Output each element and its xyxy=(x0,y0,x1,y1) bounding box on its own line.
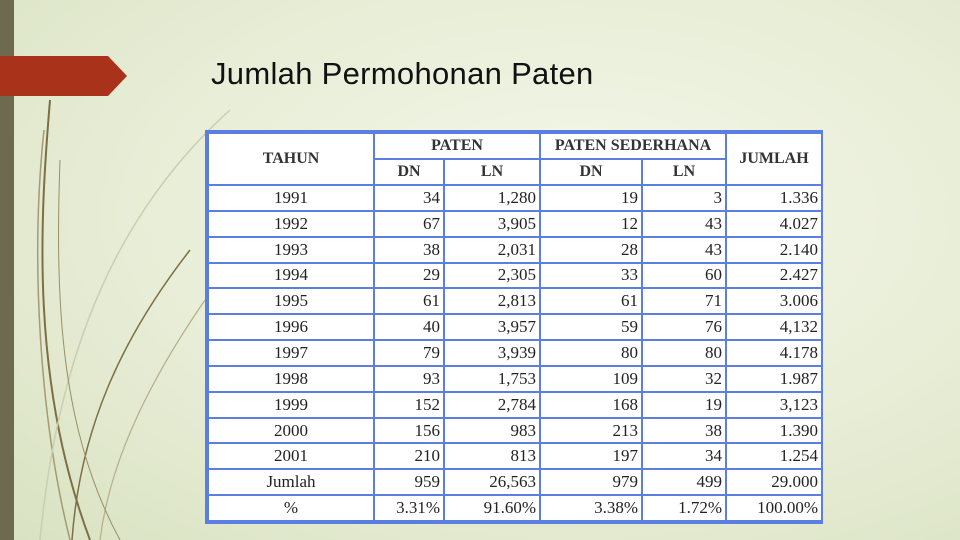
table-cell: 2.427 xyxy=(726,263,822,289)
patent-table-container xyxy=(205,130,823,524)
table-row xyxy=(208,366,822,392)
row-label-cell: 1995 xyxy=(208,288,374,314)
patent-table xyxy=(207,132,823,522)
table-cell: 3.006 xyxy=(726,288,822,314)
table-cell: 959 xyxy=(374,469,444,495)
table-row xyxy=(208,469,822,495)
table-cell: 3.38% xyxy=(540,495,642,521)
table-cell: 4.027 xyxy=(726,211,822,237)
table-cell: 1,753 xyxy=(444,366,540,392)
table-row xyxy=(208,237,822,263)
table-cell: 2,305 xyxy=(444,263,540,289)
table-cell: 168 xyxy=(540,392,642,418)
table-cell: 100.00% xyxy=(726,495,822,521)
row-label-cell: 1996 xyxy=(208,314,374,340)
row-label-cell: 1999 xyxy=(208,392,374,418)
table-cell: 3,939 xyxy=(444,340,540,366)
table-cell: 2.140 xyxy=(726,237,822,263)
header-sederhana-dn: DN xyxy=(540,159,642,185)
table-cell: 3.31% xyxy=(374,495,444,521)
header-tahun: TAHUN xyxy=(208,133,374,185)
table-row xyxy=(208,263,822,289)
table-cell: 3,905 xyxy=(444,211,540,237)
table-cell: 19 xyxy=(540,185,642,211)
row-label-cell: % xyxy=(208,495,374,521)
header-paten-dn: DN xyxy=(374,159,444,185)
table-row xyxy=(208,392,822,418)
table-cell: 79 xyxy=(374,340,444,366)
table-cell: 213 xyxy=(540,418,642,444)
table-cell: 26,563 xyxy=(444,469,540,495)
table-cell: 34 xyxy=(374,185,444,211)
table-cell: 3,123 xyxy=(726,392,822,418)
table-cell: 28 xyxy=(540,237,642,263)
table-cell: 197 xyxy=(540,443,642,469)
table-cell: 1.254 xyxy=(726,443,822,469)
accent-arrow xyxy=(0,56,127,96)
slide-title: Jumlah Permohonan Paten xyxy=(211,56,594,91)
row-label-cell: 1992 xyxy=(208,211,374,237)
header-jumlah: JUMLAH xyxy=(726,133,822,185)
table-row xyxy=(208,443,822,469)
table-cell: 38 xyxy=(642,418,726,444)
table-row xyxy=(208,185,822,211)
table-cell: 80 xyxy=(540,340,642,366)
table-cell: 499 xyxy=(642,469,726,495)
row-label-cell: 2001 xyxy=(208,443,374,469)
table-cell: 156 xyxy=(374,418,444,444)
table-cell: 33 xyxy=(540,263,642,289)
table-cell: 1.72% xyxy=(642,495,726,521)
table-cell: 4,132 xyxy=(726,314,822,340)
table-cell: 152 xyxy=(374,392,444,418)
table-cell: 983 xyxy=(444,418,540,444)
table-row xyxy=(208,340,822,366)
table-cell: 40 xyxy=(374,314,444,340)
table-cell: 1.390 xyxy=(726,418,822,444)
header-paten: PATEN xyxy=(374,133,540,159)
table-cell: 1.336 xyxy=(726,185,822,211)
table-cell: 60 xyxy=(642,263,726,289)
table-cell: 43 xyxy=(642,211,726,237)
table-cell: 210 xyxy=(374,443,444,469)
table-cell: 813 xyxy=(444,443,540,469)
table-header-row xyxy=(208,133,822,159)
header-paten-sederhana: PATEN SEDERHANA xyxy=(540,133,726,159)
table-cell: 19 xyxy=(642,392,726,418)
row-label-cell: 1991 xyxy=(208,185,374,211)
table-cell: 76 xyxy=(642,314,726,340)
row-label-cell: 1997 xyxy=(208,340,374,366)
table-cell: 1.987 xyxy=(726,366,822,392)
header-sederhana-ln: LN xyxy=(642,159,726,185)
table-cell: 61 xyxy=(540,288,642,314)
table-cell: 2,813 xyxy=(444,288,540,314)
table-cell: 12 xyxy=(540,211,642,237)
table-cell: 4.178 xyxy=(726,340,822,366)
row-label-cell: 2000 xyxy=(208,418,374,444)
table-row xyxy=(208,495,822,521)
table-cell: 61 xyxy=(374,288,444,314)
header-paten-ln: LN xyxy=(444,159,540,185)
table-cell: 59 xyxy=(540,314,642,340)
table-cell: 2,784 xyxy=(444,392,540,418)
table-cell: 34 xyxy=(642,443,726,469)
table-cell: 1,280 xyxy=(444,185,540,211)
table-cell: 3 xyxy=(642,185,726,211)
table-row xyxy=(208,211,822,237)
row-label-cell: 1993 xyxy=(208,237,374,263)
table-cell: 67 xyxy=(374,211,444,237)
row-label-cell: Jumlah xyxy=(208,469,374,495)
table-cell: 2,031 xyxy=(444,237,540,263)
row-label-cell: 1994 xyxy=(208,263,374,289)
table-cell: 43 xyxy=(642,237,726,263)
row-label-cell: 1998 xyxy=(208,366,374,392)
table-cell: 93 xyxy=(374,366,444,392)
table-cell: 109 xyxy=(540,366,642,392)
table-row xyxy=(208,288,822,314)
table-cell: 38 xyxy=(374,237,444,263)
table-cell: 91.60% xyxy=(444,495,540,521)
table-cell: 80 xyxy=(642,340,726,366)
table-cell: 29.000 xyxy=(726,469,822,495)
table-cell: 3,957 xyxy=(444,314,540,340)
table-row xyxy=(208,418,822,444)
table-cell: 71 xyxy=(642,288,726,314)
table-row xyxy=(208,314,822,340)
table-cell: 29 xyxy=(374,263,444,289)
table-cell: 979 xyxy=(540,469,642,495)
table-cell: 32 xyxy=(642,366,726,392)
